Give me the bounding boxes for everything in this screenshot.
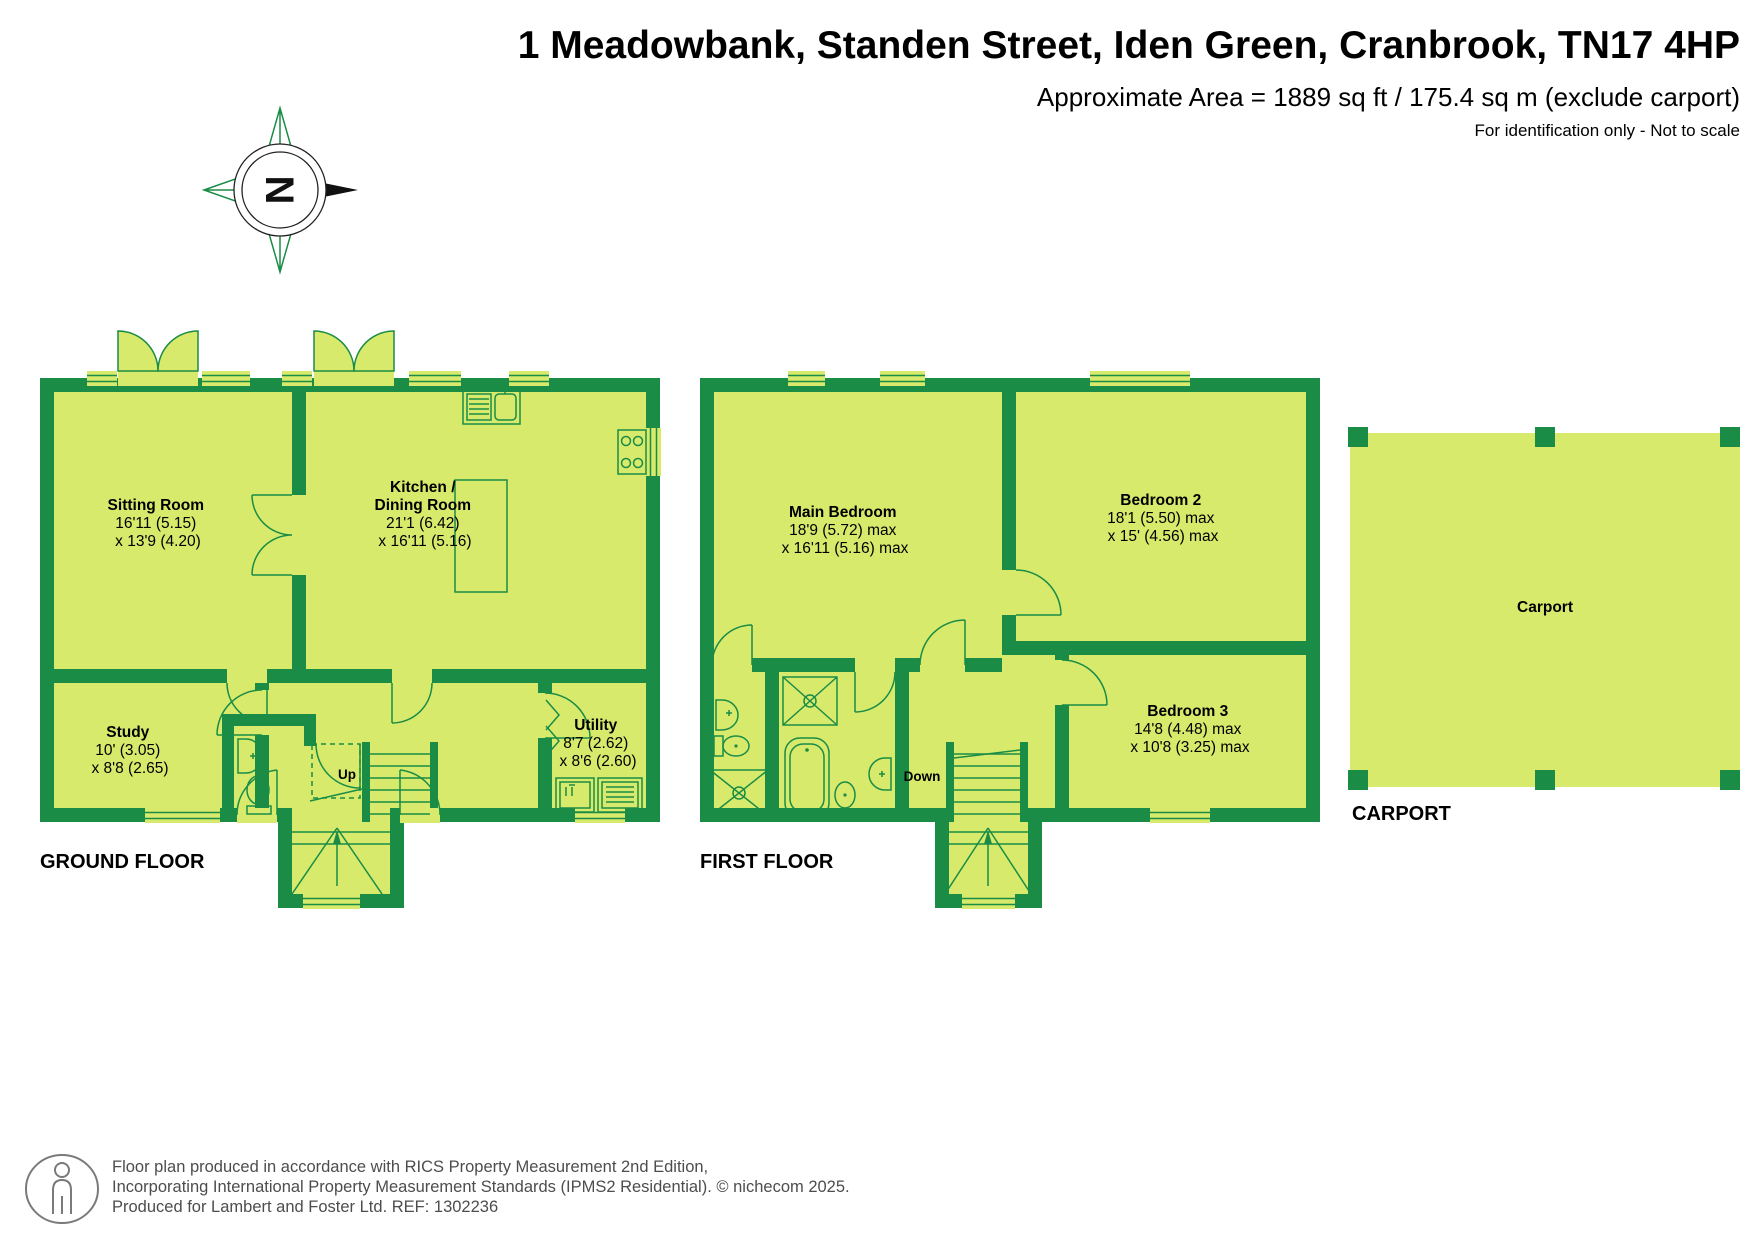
ground-floor-title: GROUND FLOOR (40, 851, 205, 873)
carport-room-label: Carport (1517, 599, 1573, 616)
header (518, 24, 1740, 140)
page-title: 1 Meadowbank, Standen Street, Iden Green, Cranbrook, TN17 4HP (517, 24, 1740, 67)
person-icon (26, 1155, 98, 1223)
footer-line-3: Produced for Lambert and Foster Ltd. REF: 1302236 (112, 1198, 499, 1216)
ground-floor-plan (40, 331, 661, 909)
footer-line-2: Incorporating International Property Measurement Standards (IPMS2 Residential). © nichecom 2025. (112, 1178, 850, 1196)
stairs-down-label: Down (903, 769, 941, 784)
main-bedroom-label: Main Bedroom 18'9 (5.72) max x 16'11 (5.16) max (781, 504, 909, 557)
compass-west-point (204, 178, 238, 202)
bedroom-3-label: Bedroom 3 14'8 (4.48) max x 10'8 (3.25) max (1130, 703, 1250, 756)
ground-bay-doors (118, 331, 394, 386)
compass-icon (204, 108, 358, 272)
compass-north-letter: N (257, 175, 301, 205)
carport-title: CARPORT (1352, 803, 1451, 825)
carport-plan (1348, 427, 1740, 825)
stairs-up-label: Up (338, 767, 356, 782)
ground-floor-footprint (47, 385, 653, 901)
utility-label: Utility 8'7 (2.62) x 8'6 (2.60) (559, 717, 637, 770)
bedroom-2-label: Bedroom 2 18'1 (5.50) max x 15' (4.56) max (1107, 492, 1219, 545)
study-label: Study 10' (3.05) x 8'8 (2.65) (91, 724, 169, 777)
disclaimer-text: For identification only - Not to scale (1474, 121, 1740, 140)
approx-area-text: Approximate Area = 1889 sq ft / 175.4 sq m (exclude carport) (1036, 82, 1740, 112)
footer (26, 1155, 850, 1223)
first-floor-title: FIRST FLOOR (700, 851, 834, 873)
sitting-room-label: Sitting Room 16'11 (5.15) x 13'9 (4.20) (107, 497, 204, 550)
footer-line-1: Floor plan produced in accordance with RICS Property Measurement 2nd Edition, (112, 1158, 709, 1176)
first-floor-plan (700, 371, 1313, 909)
kitchen-dining-label: Kitchen / Dining Room 21'1 (6.42) x 16'11 (5.16) (374, 479, 472, 550)
